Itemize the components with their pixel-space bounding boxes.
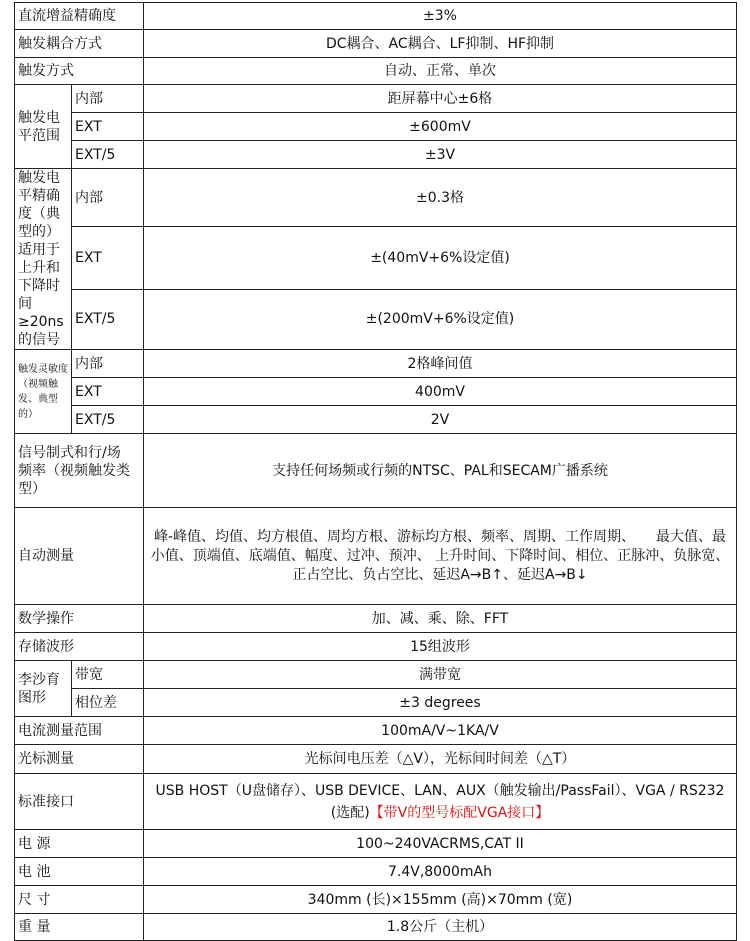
row-value: ±3V [144, 141, 737, 169]
row-value: ±3% [144, 3, 737, 30]
row-label: 信号制式和行/场频率（视频触发类型） [15, 434, 144, 508]
row-value: ±600mV [144, 113, 737, 141]
table-row [15, 858, 737, 886]
row-value: 2格峰间值 [144, 350, 737, 378]
sub-label: EXT [72, 378, 144, 406]
table-row [15, 661, 737, 689]
sub-label: EXT [72, 113, 144, 141]
row-label: 自动测量 [15, 508, 144, 605]
row-value: 支持任何场频或行频的NTSC、PAL和SECAM广播系统 [144, 434, 737, 508]
row-label: 尺 寸 [15, 886, 144, 914]
row-value: ±0.3格 [144, 169, 737, 227]
table-row [15, 745, 737, 774]
sub-label: 内部 [72, 350, 144, 378]
table-row [15, 633, 737, 661]
row-value [144, 774, 737, 830]
row-value: ±(40mV+6%设定值) [144, 227, 737, 289]
table-row [15, 58, 737, 85]
row-label: 触发耦合方式 [15, 30, 144, 58]
row-label: 数学操作 [15, 605, 144, 633]
group-label: 李沙育图形 [15, 661, 72, 717]
row-value: 15组波形 [144, 633, 737, 661]
row-value: 2V [144, 406, 737, 434]
vga-note: 【带V的型号标配VGA接口】 [369, 804, 550, 821]
table-row [15, 30, 737, 58]
table-row [15, 605, 737, 633]
row-value: 满带宽 [144, 661, 737, 689]
interface-text: USB HOST（U盘储存）、USB DEVICE、LAN、AUX（触发输出/PassFail）、VGA / RS232 (选配) [155, 782, 725, 821]
table-row [15, 169, 737, 227]
spec-table [14, 2, 737, 941]
row-value: 100mA/V~1KA/V [144, 717, 737, 745]
row-value: 加、减、乘、除、FFT [144, 605, 737, 633]
group-label: 触发电平精确度（典型的）适用于上升和下降时间≥20ns的信号 [15, 169, 72, 350]
table-row [15, 406, 737, 434]
row-value: 400mV [144, 378, 737, 406]
table-row [15, 689, 737, 717]
row-value: 距屏幕中心±6格 [144, 85, 737, 113]
row-value: ±3 degrees [144, 689, 737, 717]
table-row [15, 289, 737, 349]
row-label: 光标测量 [15, 745, 144, 774]
table-row [15, 774, 737, 830]
table-row [15, 227, 737, 289]
table-row [15, 113, 737, 141]
sub-label: EXT [72, 227, 144, 289]
row-label: 电 池 [15, 858, 144, 886]
table-row [15, 350, 737, 378]
row-label: 重 量 [15, 914, 144, 941]
table-row [15, 508, 737, 605]
sub-label: 内部 [72, 85, 144, 113]
row-label: 直流增益精确度 [15, 3, 144, 30]
row-value: 340mm (长)×155mm (高)×70mm (宽) [144, 886, 737, 914]
row-label: 电 源 [15, 830, 144, 858]
sub-label: 带宽 [72, 661, 144, 689]
row-value: 峰-峰值、均值、均方根值、周均方根、游标均方根、频率、周期、工作周期、 最大值、最小值、顶端值、底端值、幅度、过冲、预冲、 上升时间、下降时间、相位、正脉冲、负脉宽、正占空比、负占空比、延迟A→B↑、延迟A→B↓ [144, 508, 737, 605]
table-row [15, 914, 737, 941]
row-value: 光标间电压差（△V），光标间时间差（△T） [144, 745, 737, 774]
row-label: 存储波形 [15, 633, 144, 661]
table-row [15, 3, 737, 30]
table-row [15, 85, 737, 113]
table-row [15, 434, 737, 508]
sub-label: 相位差 [72, 689, 144, 717]
row-value: DC耦合、AC耦合、LF抑制、HF抑制 [144, 30, 737, 58]
row-value: ±(200mV+6%设定值) [144, 289, 737, 349]
group-label: 触发电平范围 [15, 85, 72, 169]
sub-label: EXT/5 [72, 406, 144, 434]
row-value: 7.4V,8000mAh [144, 858, 737, 886]
sub-label: EXT/5 [72, 289, 144, 349]
group-label: 触发灵敏度（视频触发、典型的） [15, 350, 72, 434]
row-value: 自动、正常、单次 [144, 58, 737, 85]
table-row [15, 141, 737, 169]
table-row [15, 717, 737, 745]
sub-label: EXT/5 [72, 141, 144, 169]
row-label: 电流测量范围 [15, 717, 144, 745]
row-value: 100~240VACRMS,CAT II [144, 830, 737, 858]
table-row [15, 378, 737, 406]
row-label: 触发方式 [15, 58, 144, 85]
table-row [15, 830, 737, 858]
sub-label: 内部 [72, 169, 144, 227]
row-value: 1.8公斤（主机） [144, 914, 737, 941]
row-label: 标准接口 [15, 774, 144, 830]
